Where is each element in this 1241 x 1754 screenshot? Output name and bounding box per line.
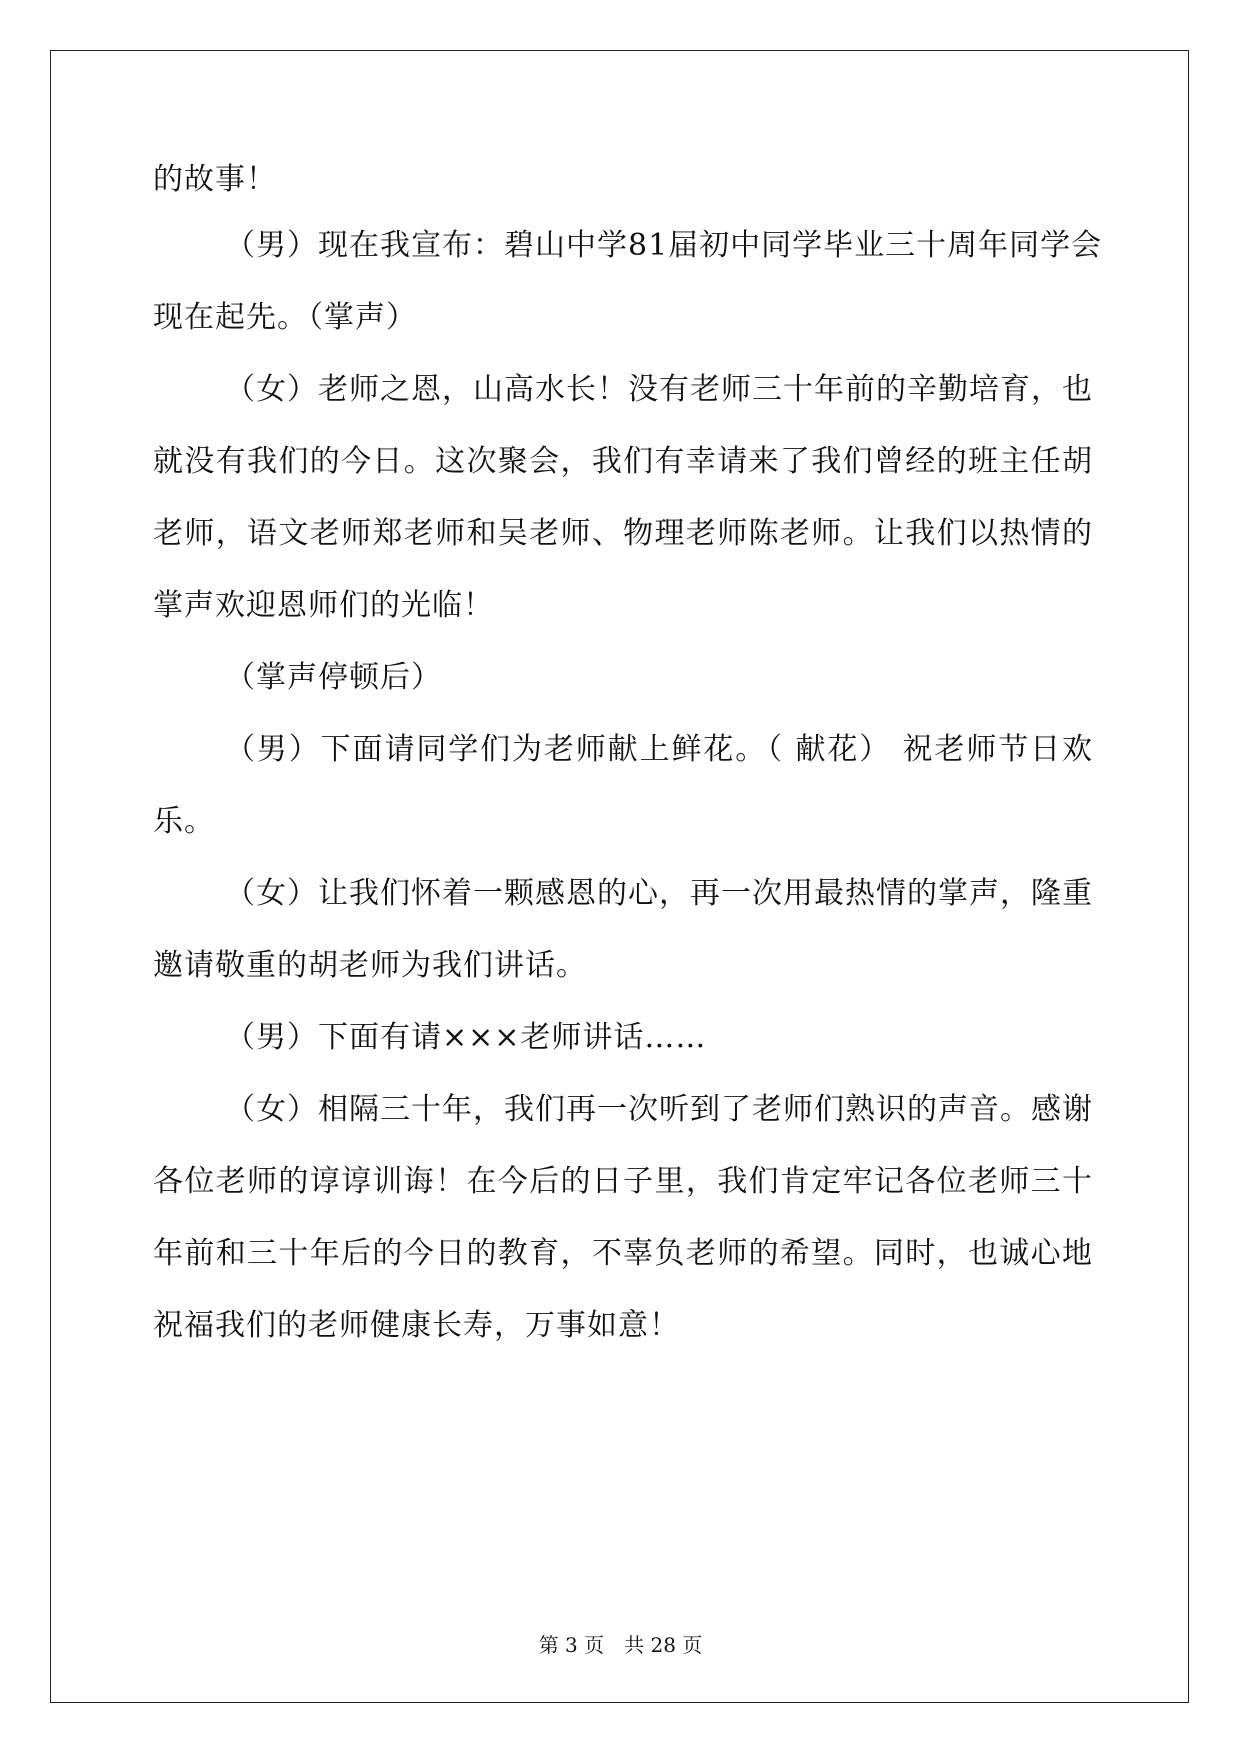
text-line: 各位老师的谆谆训诲！在今后的日子里，我们肯定牢记各位老师三十 [153, 1164, 1093, 1199]
text-line: 老师，语文老师郑老师和吴老师、物理老师陈老师。让我们以热情的 [153, 516, 1093, 551]
text-line: （男）现在我宣布：碧山中学81届初中同学毕业三十周年同学会 [225, 228, 1103, 263]
text-line: 年前和三十年后的今日的教育，不辜负老师的希望。同时，也诚心地 [153, 1236, 1093, 1271]
text-line: （女）相隔三十年，我们再一次听到了老师们熟识的声音。感谢 [225, 1092, 1093, 1127]
text-line: （女）让我们怀着一颗感恩的心，再一次用最热情的掌声，隆重 [225, 876, 1093, 911]
text-line: （女）老师之恩，山高水长！没有老师三十年前的辛勤培育，也 [225, 372, 1093, 407]
text-line: 祝福我们的老师健康长寿，万事如意！ [153, 1308, 680, 1343]
text-line: 的故事！ [153, 162, 277, 197]
text-line: 邀请敬重的胡老师为我们讲话。 [153, 948, 587, 983]
text-line: （男）下面有请×××老师讲话…… [225, 1020, 707, 1055]
text-line: 掌声欢迎恩师们的光临！ [153, 588, 494, 623]
text-line: 就没有我们的今日。这次聚会，我们有幸请来了我们曾经的班主任胡 [153, 444, 1093, 479]
text-line: （男）下面请同学们为老师献上鲜花。（ 献花） 祝老师节日欢 [225, 732, 1093, 767]
text-line: 现在起先。（掌声） [153, 300, 417, 335]
page-number: 第 3 页 共 28 页 [538, 1633, 703, 1657]
text-line: 乐。 [153, 804, 215, 839]
text-line: （掌声停顿后） [225, 660, 442, 695]
